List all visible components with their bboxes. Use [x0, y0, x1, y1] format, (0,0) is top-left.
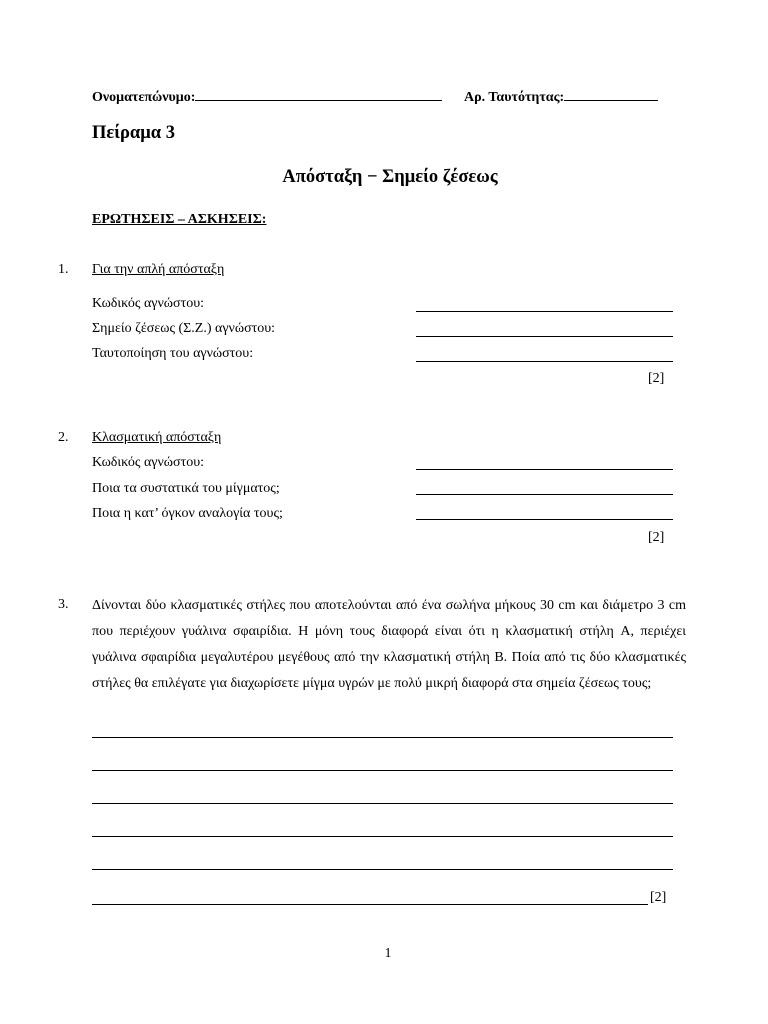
q3-text: Δίνονται δύο κλασματικές στήλες που αποτελούνται από ένα σωλήνα μήκους 30 cm και διάμετρο 3 cm που περιέχουν γυάλινα σφαιρίδια. Η μόνη τους διαφορά είναι ότι η κλασματική στήλη A, περιέχει γυάλινα σφαιρίδια μεγαλυτέρου μεγέθους από την κλασματική στήλη B. Ποία από τις δύο κλασματικές στήλες θα επιλέγατε για διαχωρίσετε μίγμα υγρών με πολύ μικρή διαφορά στα σημεία ζέσεως τους;	[92, 598, 686, 691]
q3-answer-line[interactable]	[92, 904, 648, 905]
q2-field-answer-line[interactable]	[416, 469, 673, 470]
q1-field-answer-line[interactable]	[416, 361, 673, 362]
q2-field-label: Ποια τα συστατικά του μίγματος;	[92, 481, 280, 496]
id-label: Αρ. Ταυτότητας:	[464, 90, 565, 105]
q1-field-label: Κωδικός αγνώστου:	[92, 296, 205, 311]
q2-field-answer-line[interactable]	[416, 494, 673, 495]
q1-field-answer-line[interactable]	[416, 311, 673, 312]
q2-number: 2.	[58, 430, 69, 445]
q3-answer-line[interactable]	[92, 836, 673, 837]
id-input-line[interactable]	[564, 88, 658, 101]
name-input-line[interactable]	[195, 88, 442, 101]
q2-title: Κλασματική απόσταξη	[92, 430, 222, 445]
q3-marks: [2]	[650, 890, 667, 905]
q3-answer-line[interactable]	[92, 803, 673, 804]
q3-answer-line[interactable]	[92, 737, 673, 738]
q2-field-label: Ποια η κατ’ όγκον αναλογία τους;	[92, 506, 283, 521]
id-field	[464, 88, 658, 106]
q2-field-label: Κωδικός αγνώστου:	[92, 455, 205, 470]
name-label: Ονοματεπώνυμο:	[92, 90, 196, 105]
q1-field-label: Σημείο ζέσεως (Σ.Ζ.) αγνώστου:	[92, 321, 276, 336]
q1-field-answer-line[interactable]	[416, 336, 673, 337]
q1-title: Για την απλή απόσταξη	[92, 262, 225, 277]
q1-number: 1.	[58, 262, 69, 277]
q2-field-answer-line[interactable]	[416, 519, 673, 520]
section-title: ΕΡΩΤΗΣΕΙΣ – ΑΣΚΗΣΕΙΣ:	[92, 212, 267, 227]
page-number: 1	[384, 946, 392, 961]
topic-title: Απόσταξη − Σημείο ζέσεως	[282, 167, 498, 187]
q1-field-label: Ταυτοποίηση του αγνώστου:	[92, 346, 254, 361]
q3-answer-line[interactable]	[92, 770, 673, 771]
experiment-title: Πείραμα 3	[92, 123, 175, 143]
q2-marks: [2]	[648, 530, 665, 545]
q3-answer-line[interactable]	[92, 869, 673, 870]
name-field	[92, 88, 442, 106]
q1-marks: [2]	[648, 371, 665, 386]
q3-number: 3.	[58, 597, 69, 612]
